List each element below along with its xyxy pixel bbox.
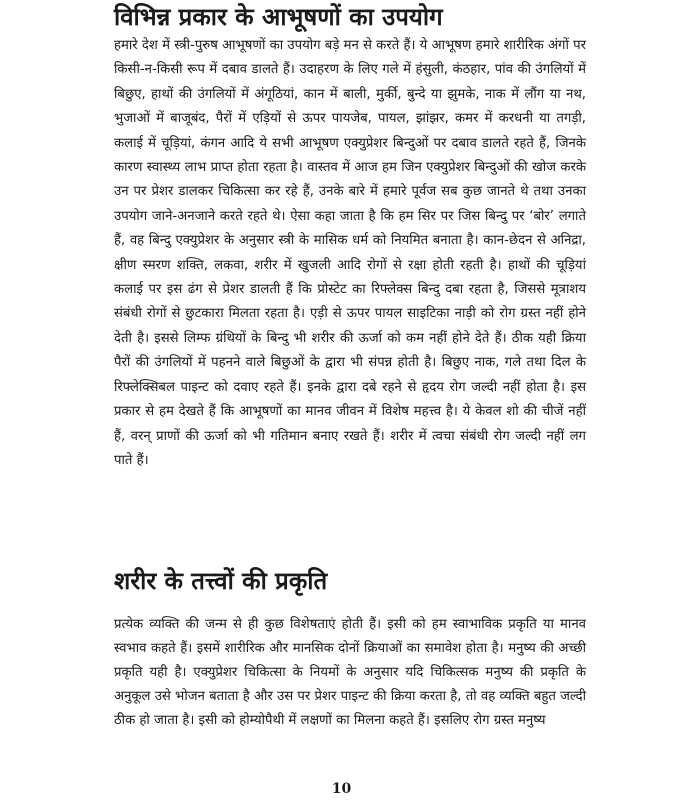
section-paragraph-ornaments: हमारे देश में स्त्री-पुरुष आभूषणों का उपयोग बड़े मन से करते हैं। ये आभूषण हमारे शारीरिक अंगों पर किसी-न-किसी रूप में दबाव डालते हैं। उदाहरण के लिए गले में हंसुली, कंठहार, पांव की उंगलियों में बिछुए, हाथों की उंगलियों में अंगूठियां, कान में बाली, मुर्की, बुन्दे या झुमके, नाक में लौंग या नथ, भुजाओं में बाजूबंद, पैरों में एड़ियों से ऊपर पायजेब, पायल, झांझर, कमर में करधनी या तगड़ी, कलाई में चूड़ियां, कंगन आदि ये सभी आभूषण एक्युप्रेशर बिन्दुओं पर दबाव डालते रहते हैं, जिनके कारण स्वास्थ्य लाभ प्राप्त होता रहता है। वास्तव में आज हम जिन एक्युप्रेशर बिन्दुओं की खोज करके उन पर प्रेशर डालकर चिकित्सा कर रहे हैं, उनके बारे में हमारे पूर्वज सब कुछ जानते थे तथा उनका उपयोग जाने-अनजाने करते रहते थे। ऐसा कहा जाता है कि हम सिर पर जिस बिन्दु पर ‘बोर’ लगाते हैं, वह बिन्दु एक्युप्रेशर के अनुसार स्त्री के मासिक धर्म को नियमित बनाता है। कान-छेदन से अनिद्रा, क्षीण स्मरण शक्ति, लकवा, शरीर में खुजली आदि रोगों से रक्षा होती रहती है। हाथों की चूड़ियां कलाई पर इस ढंग से प्रेशर डालती हैं कि प्रोस्टेट का रिफ्लेक्स बिन्दु दबा रहता है, जिससे मूत्राशय संबंधी रोगों से छुटकारा मिलता रहता है। एड़ी से ऊपर पायल साइटिका नाड़ी को रोग ग्रस्त नहीं होने देती है। इससे लिम्फ ग्रंथियों के बिन्दु भी शरीर की ऊर्जा को कम नहीं होने देते हैं। ठीक यही क्रिया पैरों की उंगलियों में पहनने वाले बिछुओं के द्वारा भी संपन्न होती है। बिछुए नाक, गले तथा दिल के रिफ्लेक्सिबल पाइन्ट को दवाए रहते हैं। इनके द्वारा दबे रहने से हृदय रोग जल्दी नहीं होता है। इस प्रकार से हम देखते हैं कि आभूषणों का मानव जीवन में विशेष महत्त्व है। ये केवल शो की चीजें नहीं हैं, वरन् प्राणों की ऊर्जा को भी गतिमान बनाए रखते हैं। शरीर में त्वचा संबंधी रोग जल्दी नहीं लग पाते हैं। <box>114 38 586 468</box>
section-paragraph-body-elements: प्रत्येक व्यक्ति की जन्म से ही कुछ विशेषताएं होती हैं। इसी को हम स्वाभाविक प्रकृति या मानव स्वभाव कहते हैं। इसमें शारीरिक और मानसिक दोनों क्रियाओं का समावेश होता है। मनुष्य की अच्छी प्रकृति यही है। एक्युप्रेशर चिकित्सा के नियमों के अनुसार यदि चिकित्सक मनुष्य की प्रकृति के अनुकूल उसे भोजन बताता है और उस पर प्रेशर पाइन्ट की क्रिया करता है, तो वह व्यक्ति बहुत जल्दी ठीक हो जाता है। इसी को होम्योपैथी में लक्षणों का मिलना कहते हैं। इसलिए रोग ग्रस्त मनुष्य <box>114 617 586 728</box>
section-heading-ornaments: विभिन्न प्रकार के आभूषणों का उपयोग <box>114 3 443 31</box>
page-number: 10 <box>331 781 352 797</box>
section-heading-body-elements: शरीर के तत्त्वों की प्रकृति <box>114 567 328 595</box>
